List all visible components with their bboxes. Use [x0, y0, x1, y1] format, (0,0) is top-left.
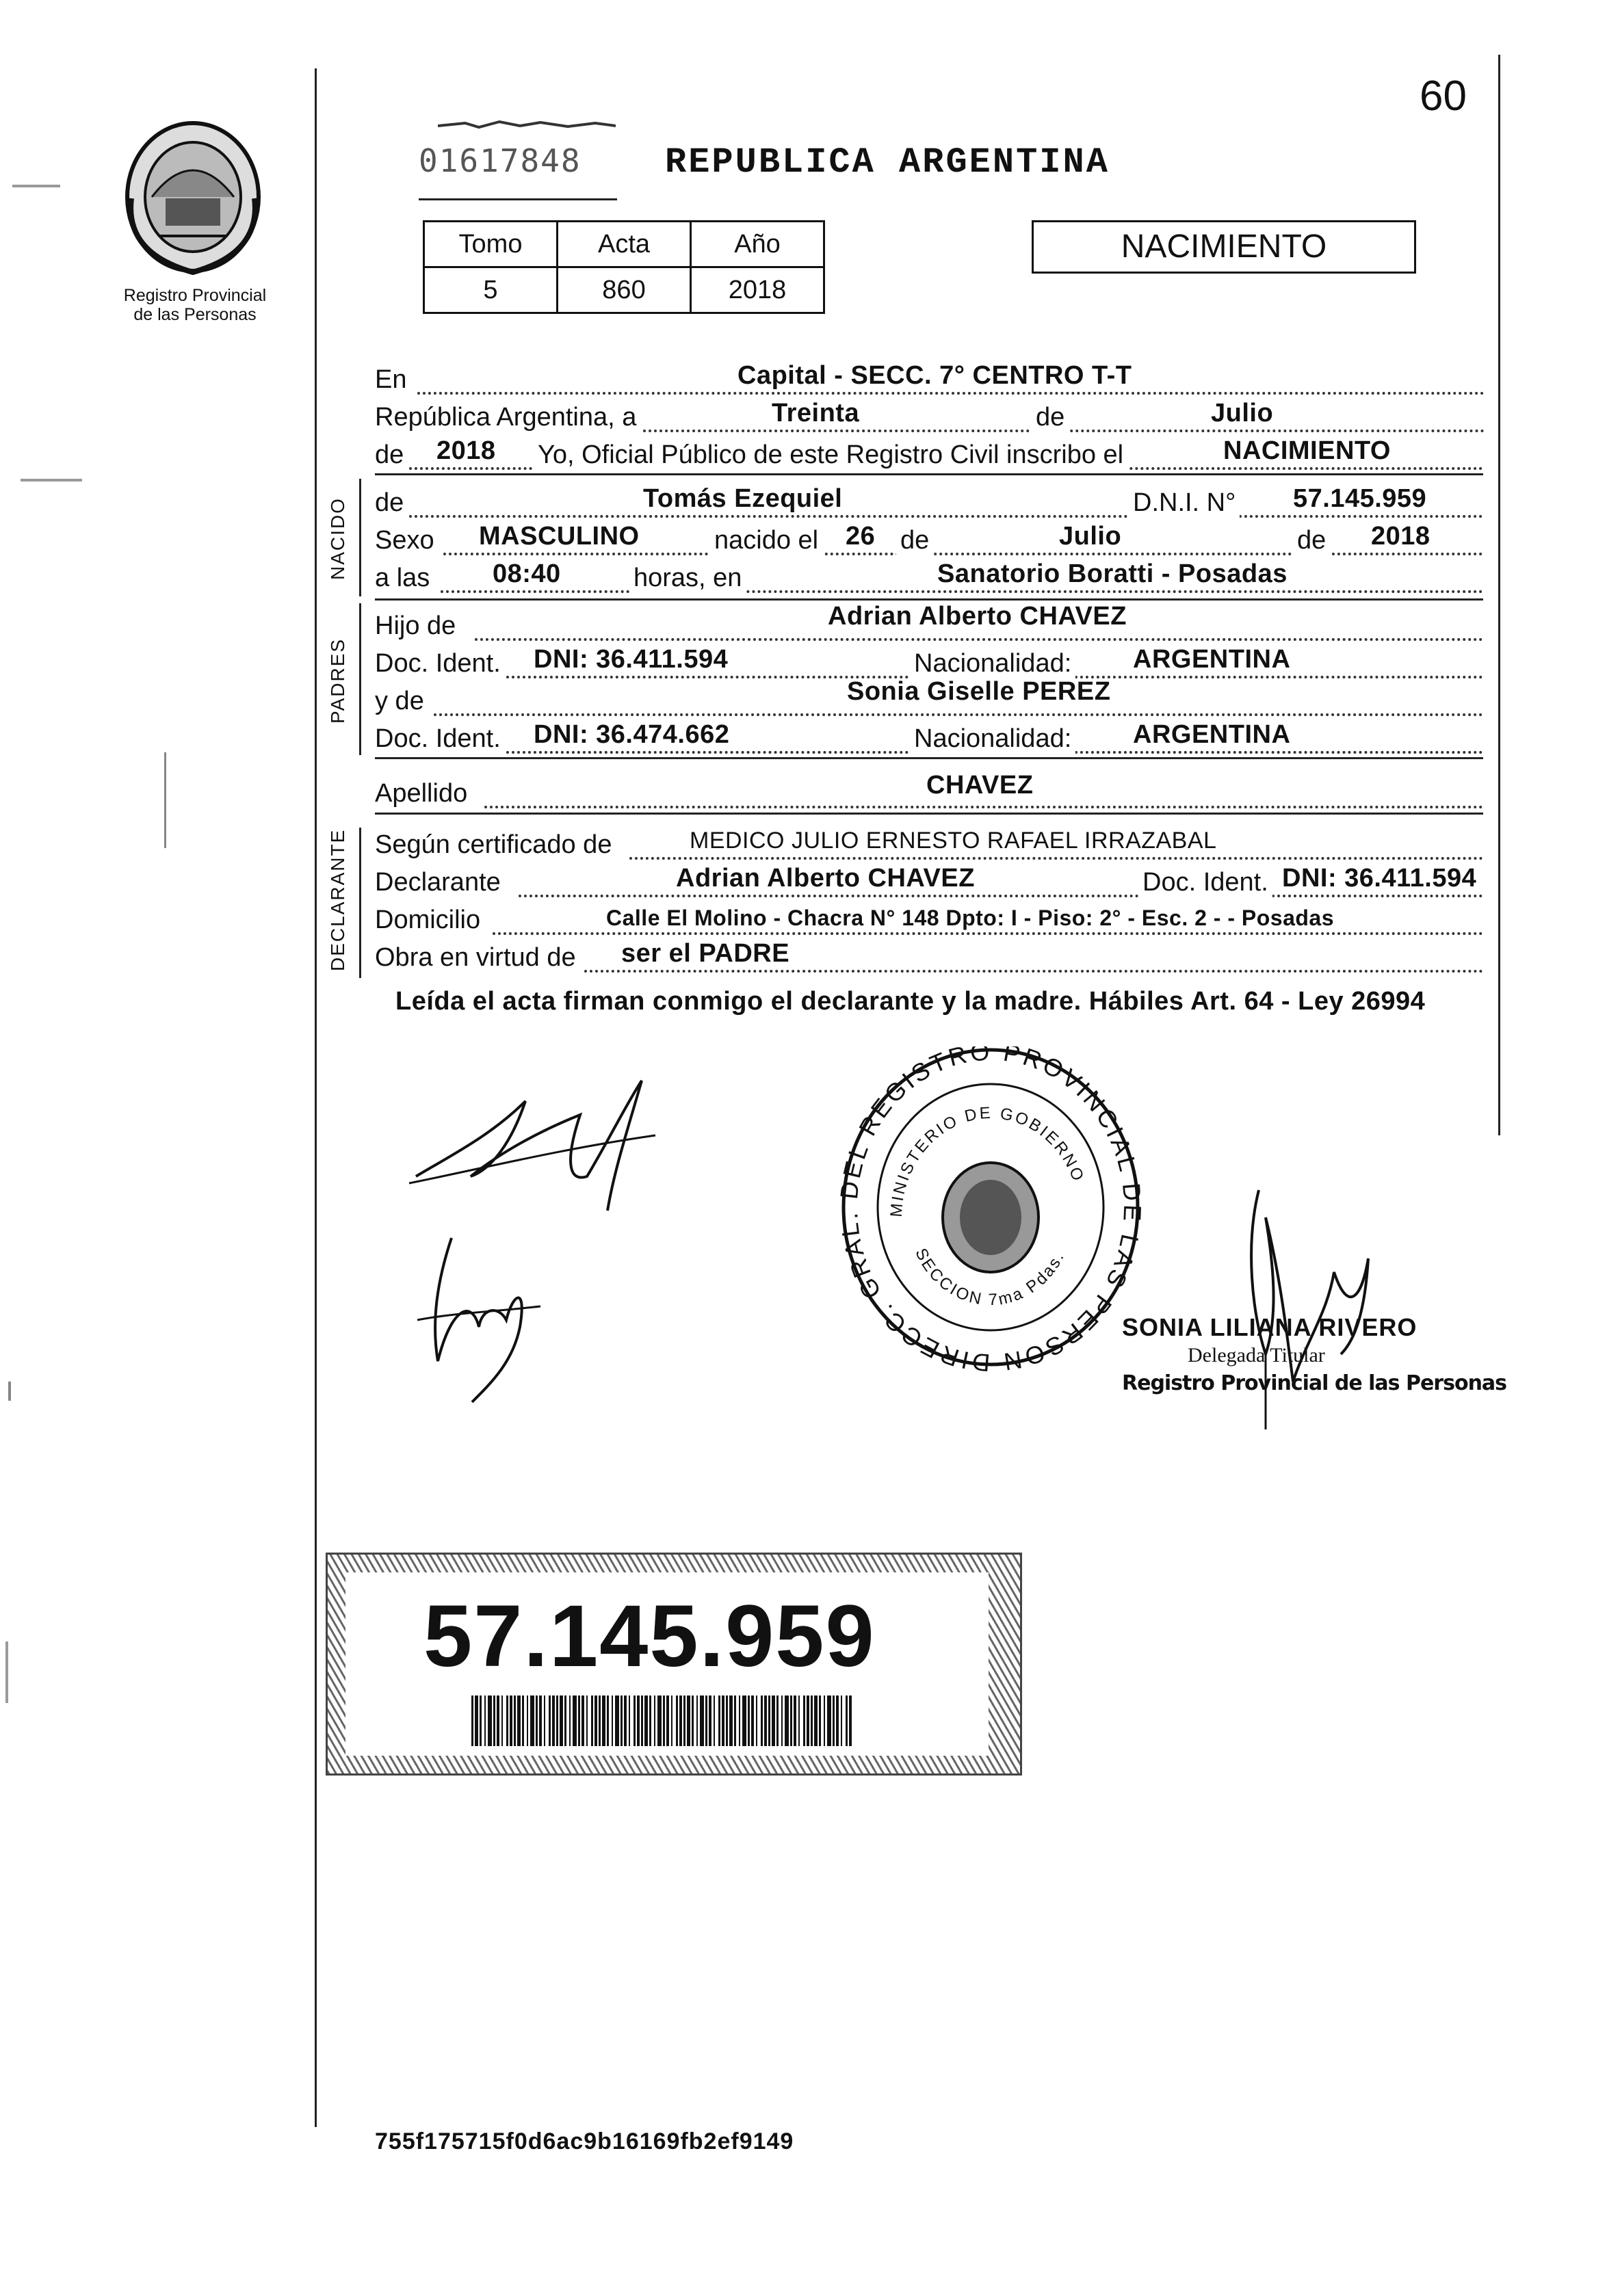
section-nacido: NACIDO: [327, 497, 348, 580]
row-born-name: [375, 482, 1483, 523]
father-nationality: ARGENTINA: [1133, 645, 1291, 674]
declarant-doc: DNI: 36.411.594: [1282, 864, 1477, 893]
record-table: [423, 220, 825, 314]
barcode-bar: [726, 1695, 728, 1746]
born-dni: 57.145.959: [1293, 484, 1427, 513]
barcode-bar: [633, 1695, 636, 1746]
barcode-bar: [718, 1695, 720, 1746]
barcode-bar: [764, 1695, 767, 1746]
barcode-bar: [607, 1695, 609, 1746]
scan-mark: [5, 1641, 8, 1703]
row-born-time: [375, 557, 1483, 598]
barcode-bar: [794, 1695, 796, 1746]
header-acta: Acta: [558, 222, 691, 267]
barcode-bar: [756, 1695, 757, 1746]
barcode-bar: [790, 1695, 792, 1746]
address-value: Calle El Molino - Chacra N° 148 Dpto: I - Piso: 2° - Esc. 2 - - Posadas: [606, 906, 1334, 930]
row-obra: [375, 937, 1483, 978]
birth-time: 08:40: [493, 559, 561, 588]
row-born-sex: [375, 520, 1483, 561]
decl-doc-label: Doc. Ident.: [1138, 868, 1272, 897]
barcode-bar: [552, 1695, 555, 1746]
barcode-bar: [836, 1695, 839, 1746]
de-label-month: de: [1032, 403, 1069, 432]
official-office: Registro Provincial de las Personas: [1122, 1371, 1507, 1395]
barcode-bar: [480, 1695, 482, 1746]
padres-separator: [375, 757, 1483, 759]
seal-bottom-text: SECCION 7ma Pdas.: [911, 1245, 1069, 1310]
barcode-bar: [602, 1695, 605, 1746]
serial-scribble: [438, 116, 616, 130]
row-date: [375, 397, 1483, 438]
nacido-bracket: [359, 479, 361, 596]
official-signature: [1218, 1176, 1409, 1436]
barcode-bar: [560, 1695, 563, 1746]
mother-doc-label: Doc. Ident.: [375, 724, 501, 753]
apellido-label: Apellido: [375, 779, 468, 808]
barcode-bar: [506, 1695, 508, 1746]
barcode-bar: [573, 1695, 577, 1746]
barcode-bar: [811, 1695, 813, 1746]
barcode-bar: [624, 1695, 627, 1746]
row-surname: [375, 766, 1483, 814]
row-year: [375, 434, 1483, 475]
barcode-bar: [841, 1695, 842, 1746]
place-value: Capital - SECC. 7° CENTRO T-T: [737, 361, 1132, 390]
sex-value: MASCULINO: [479, 522, 640, 551]
cert-value: MEDICO JULIO ERNESTO RAFAEL IRRAZABAL: [690, 828, 1217, 854]
row-place: [375, 359, 1483, 400]
barcode-bar: [748, 1695, 750, 1746]
declarant-name: Adrian Alberto CHAVEZ: [676, 864, 975, 893]
surname-separator: [375, 813, 1483, 815]
de-label-year: de: [375, 440, 404, 469]
father-doc-label: Doc. Ident.: [375, 649, 501, 678]
nacido-label: nacido el: [710, 526, 822, 555]
official-seal: [840, 1046, 1141, 1388]
barcode-bar: [595, 1695, 597, 1746]
barcode-bar: [578, 1695, 580, 1746]
birth-place: Sanatorio Boratti - Posadas: [937, 559, 1288, 588]
barcode-bar: [522, 1695, 524, 1746]
barcode-bar: [776, 1695, 779, 1746]
barcode-bar: [629, 1695, 630, 1746]
scan-mark: [21, 479, 82, 481]
barcode-bar: [722, 1695, 724, 1746]
horas-label: horas, en: [629, 564, 746, 593]
scan-mark: [12, 185, 60, 187]
barcode-bar: [814, 1695, 818, 1746]
barcode-bar: [734, 1695, 736, 1746]
seal-inner-text: MINISTERIO DE GOBIERNO: [887, 1103, 1088, 1218]
mother-doc: DNI: 36.474.662: [534, 720, 730, 749]
father-name: Adrian Alberto CHAVEZ: [828, 602, 1127, 631]
decl-label: Declarante: [375, 868, 501, 897]
barcode-bar: [781, 1695, 783, 1746]
barcode-bar: [772, 1695, 775, 1746]
country-title: REPUBLICA ARGENTINA: [665, 142, 1110, 183]
barcode-bar: [833, 1695, 835, 1746]
barcode-bar: [696, 1695, 698, 1746]
seal-outer-text: DIRECC. GRA EL REGISTRO PROVINCIAL AS PERSON: [840, 1046, 1141, 1377]
barcode-bar: [846, 1695, 848, 1746]
birth-month: Julio: [1059, 522, 1122, 551]
obra-label: Obra en virtud de: [375, 943, 576, 972]
official-name: SONIA LILIANA RIVERO: [1122, 1313, 1417, 1341]
barcode-bar: [564, 1695, 566, 1746]
day-words: Treinta: [772, 399, 860, 427]
barcode-bar: [676, 1695, 678, 1746]
barcode-bar: [827, 1695, 831, 1746]
barcode-bar: [742, 1695, 746, 1746]
declarante-bracket: [359, 828, 361, 978]
birth-de-label: de: [896, 526, 933, 555]
barcode-bar: [586, 1695, 588, 1746]
cert-label: Según certificado de: [375, 830, 612, 859]
barcode-bar: [493, 1695, 495, 1746]
barcode-bar: [654, 1695, 655, 1746]
barcode-bar: [798, 1695, 800, 1746]
month-value: Julio: [1211, 399, 1274, 427]
barcode-bar: [501, 1695, 503, 1746]
serial-number: 01617848: [419, 142, 582, 179]
serial-underline: [419, 198, 617, 200]
barcode-bar: [514, 1695, 516, 1746]
row-declarant: [375, 862, 1483, 903]
section-declarante: DECLARANTE: [327, 828, 348, 971]
barcode-bar: [569, 1695, 571, 1746]
father-nat-label: Nacionalidad:: [910, 649, 1075, 678]
event-value: NACIMIENTO: [1223, 436, 1391, 465]
barcode-bar: [803, 1695, 805, 1746]
header-tomo: Tomo: [424, 222, 558, 267]
barcode-bar: [683, 1695, 685, 1746]
barcode-bar: [582, 1695, 584, 1746]
barcode-bar: [824, 1695, 825, 1746]
barcode-bar: [620, 1695, 623, 1746]
barcode-bar: [556, 1695, 558, 1746]
barcode-bar: [679, 1695, 682, 1746]
row-address: [375, 899, 1483, 940]
barcode-bar: [637, 1695, 640, 1746]
barcode-bar: [644, 1695, 648, 1746]
y-de-label: y de: [375, 687, 424, 715]
barcode-bar: [539, 1695, 542, 1746]
obra-value: ser el PADRE: [621, 939, 790, 968]
barcode-bar: [671, 1695, 672, 1746]
barcode-bar: [729, 1695, 733, 1746]
registry-label-line2: de las Personas: [133, 305, 257, 324]
barcode-bar: [612, 1695, 613, 1746]
right-margin-line: [1498, 55, 1500, 1135]
barcode-bar: [517, 1695, 521, 1746]
row-certificate: [375, 824, 1483, 865]
barcode-bar: [488, 1695, 492, 1746]
barcode-bar: [471, 1695, 473, 1746]
barcode-bar: [530, 1695, 534, 1746]
mother-nat-label: Nacionalidad:: [910, 724, 1075, 754]
barcode-bar: [761, 1695, 763, 1746]
barcode-bar: [527, 1695, 528, 1746]
value-anio: 2018: [691, 267, 824, 313]
row-mother: [375, 677, 1483, 722]
scan-mark: [164, 752, 166, 848]
mother-name: Sonia Giselle PEREZ: [847, 677, 1111, 706]
barcode-bar: [544, 1695, 545, 1746]
nacido-separator: [375, 598, 1483, 601]
barcode-bar: [849, 1695, 852, 1746]
barcode-bar: [785, 1695, 789, 1746]
republica-label: República Argentina, a: [375, 403, 637, 432]
row-mother-doc: [375, 718, 1483, 759]
dom-label: Domicilio: [375, 906, 481, 934]
dni-label: D.N.I. N°: [1129, 488, 1240, 518]
value-acta: 860: [558, 267, 691, 313]
barcode-bar: [751, 1695, 754, 1746]
born-de-label: de: [375, 488, 404, 517]
a-las-label: a las: [375, 564, 430, 592]
intro-separator: [375, 473, 1483, 475]
barcode-bar: [484, 1695, 486, 1746]
barcode-bar: [819, 1695, 821, 1746]
section-padres: PADRES: [327, 637, 348, 724]
barcode-bar: [692, 1695, 694, 1746]
sexo-label: Sexo: [375, 526, 434, 555]
header-anio: Año: [691, 222, 824, 267]
barcode-bar: [807, 1695, 809, 1746]
en-label: En: [375, 365, 407, 394]
record-type-box: NACIMIENTO: [1032, 220, 1416, 274]
barcode-bar: [714, 1695, 715, 1746]
barcode-bar: [687, 1695, 690, 1746]
born-name: Tomás Ezequiel: [643, 484, 843, 513]
barcode-bar: [536, 1695, 538, 1746]
barcode: [471, 1695, 854, 1746]
registry-label-line1: Registro Provincial: [123, 286, 267, 305]
hijo-label: Hijo de: [375, 611, 456, 640]
sticker-number: 57.145.959: [423, 1587, 876, 1685]
official-title: Delegada Titular: [1188, 1344, 1325, 1367]
birth-de-label-2: de: [1293, 526, 1330, 555]
row-father: [375, 602, 1483, 646]
barcode-bar: [549, 1695, 551, 1746]
left-margin-line: [315, 68, 317, 2127]
barcode-bar: [709, 1695, 711, 1746]
misiones-coat-of-arms-icon: [118, 116, 268, 280]
barcode-bar: [700, 1695, 704, 1746]
barcode-bar: [510, 1695, 512, 1746]
document-hash: 755f175715f0d6ac9b16169fb2ef9149: [375, 2128, 794, 2154]
mother-signature: [410, 1224, 547, 1409]
year-value: 2018: [436, 436, 496, 465]
officer-text: Yo, Oficial Público de este Registro Civil inscribo el: [534, 440, 1127, 470]
barcode-bar: [666, 1695, 669, 1746]
barcode-bar: [599, 1695, 601, 1746]
barcode-bar: [663, 1695, 665, 1746]
padres-bracket: [359, 603, 361, 755]
value-tomo: 5: [424, 267, 558, 313]
birth-day: 26: [846, 522, 876, 551]
barcode-bar: [739, 1695, 740, 1746]
barcode-bar: [705, 1695, 707, 1746]
barcode-bar: [657, 1695, 662, 1746]
barcode-bar: [768, 1695, 770, 1746]
registry-logo: [118, 116, 268, 280]
page-number: 60: [1420, 72, 1467, 120]
declarant-signature: [409, 1074, 669, 1224]
mother-nationality: ARGENTINA: [1133, 720, 1291, 749]
barcode-bar: [591, 1695, 593, 1746]
barcode-bars-icon: [471, 1695, 854, 1746]
closing-text: Leída el acta firman conmigo el declarante y la madre. Hábiles Art. 64 - Ley 26994: [395, 987, 1426, 1016]
scan-mark: [8, 1382, 11, 1401]
barcode-bar: [641, 1695, 643, 1746]
father-doc: DNI: 36.411.594: [534, 645, 729, 674]
barcode-bar: [497, 1695, 499, 1746]
barcode-bar: [649, 1695, 651, 1746]
barcode-bar: [615, 1695, 619, 1746]
birth-year: 2018: [1371, 522, 1430, 551]
surname-value: CHAVEZ: [926, 771, 1034, 800]
id-sticker: [326, 1553, 1022, 1776]
barcode-bar: [475, 1695, 478, 1746]
